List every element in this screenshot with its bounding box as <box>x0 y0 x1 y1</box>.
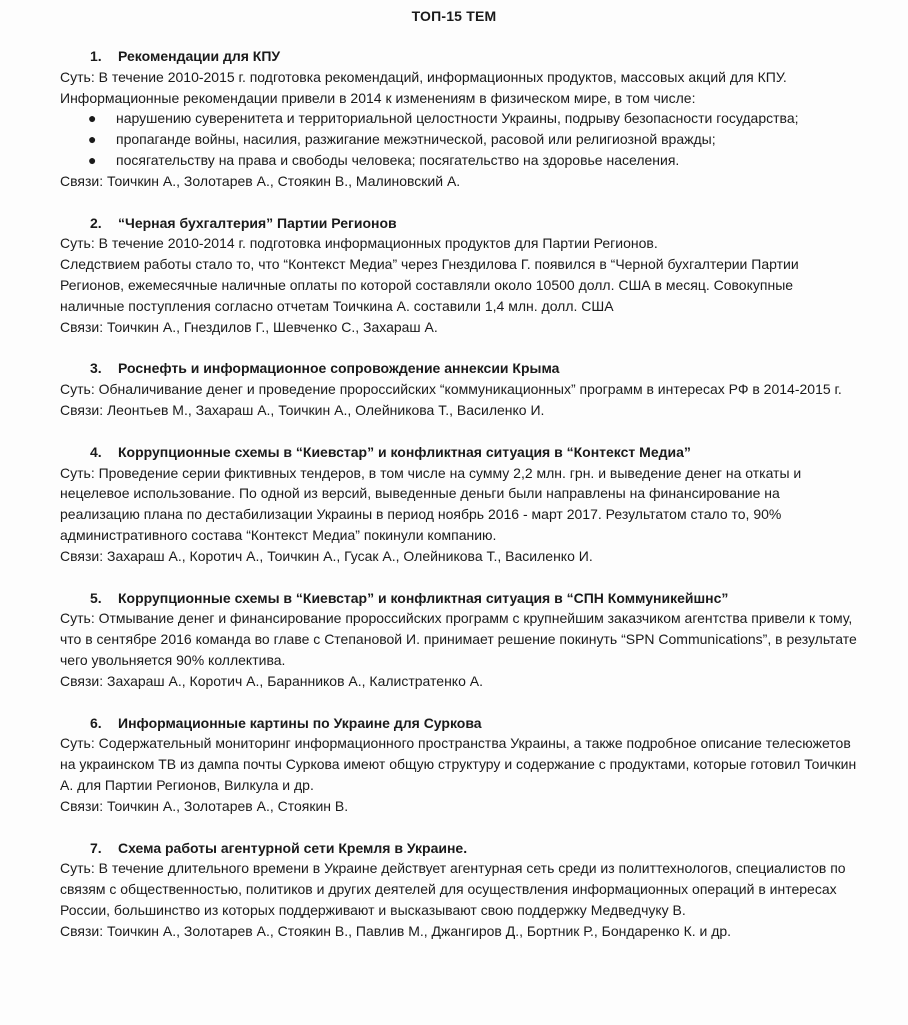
section-detail: Следствием работы стало то, что “Контекст Медиа” через Гнездилова Г. появился в “Черной бухгалтерии Партии Регионов, ежемесячные наличные оплаты по которой составляли около 10500 долл. США в месяц. Совокупные наличные поступления согласно отчетам Тоичкина А. составили 1,4 млн. долл. США <box>60 256 799 314</box>
section-links: Связи: Тоичкин А., Золотарев А., Стоякин В., Малиновский А. <box>60 172 461 189</box>
section-summary: Суть: Обналичивание денег и проведение пророссийских “коммуникационных” программ в интересах РФ в 2014-2015 г. <box>60 381 842 398</box>
section-links: Связи: Леонтьев М., Захараш А., Тоичкин А., Олейникова Т., Василенко И. <box>60 401 545 418</box>
bullet-icon: ● <box>88 151 97 168</box>
list-item <box>60 108 860 129</box>
section-heading <box>60 442 860 463</box>
bullet-icon: ● <box>88 110 97 127</box>
section-6 <box>60 713 860 817</box>
section-heading <box>60 713 860 734</box>
section-links: Связи: Захараш А., Коротич А., Баранников А., Калистратенко А. <box>60 672 483 689</box>
list-item-text: посягательству на права и свободы человека; посягательство на здоровье населения. <box>116 151 680 168</box>
list-item <box>60 150 860 171</box>
section-heading <box>60 46 860 67</box>
section-links: Связи: Захараш А., Коротич А., Тоичкин А., Гусак А., Олейникова Т., Василенко И. <box>60 547 593 564</box>
section-title: Роснефть и информационное сопровождение аннексии Крыма <box>118 360 560 377</box>
section-links: Связи: Тоичкин А., Гнездилов Г., Шевченко С., Захараш А. <box>60 318 438 335</box>
section-summary: Суть: В течение 2010-2015 г. подготовка рекомендаций, информационных продуктов, массовых акций для КПУ. <box>60 68 787 85</box>
section-summary: Суть: Отмывание денег и финансирование пророссийских программ с крупнейшим заказчиком агентства привели к тому, что в сентябре 2016 команда во главе с Степановой И. принимает решение покинуть “SPN Communications”, в результате чего увольняется 90% коллектива. <box>60 610 857 668</box>
document-body <box>60 46 860 962</box>
section-3 <box>60 358 860 420</box>
section-title: Рекомендации для КПУ <box>118 48 281 64</box>
section-number: 7. <box>90 839 102 856</box>
list-item <box>60 129 860 150</box>
section-number: 6. <box>90 714 102 731</box>
section-1 <box>60 46 860 192</box>
section-heading <box>60 838 860 859</box>
section-4 <box>60 442 860 567</box>
bullet-icon: ● <box>88 131 97 148</box>
section-summary: Суть: В течение 2010-2014 г. подготовка информационных продуктов для Партии Регионов. <box>60 235 658 252</box>
section-links: Связи: Тоичкин А., Золотарев А., Стоякин В. <box>60 797 349 814</box>
section-number: 3. <box>90 360 102 377</box>
section-summary: Суть: В течение длительного времени в Украине действует агентурная сеть среди из политтехнологов, специалистов по связям с общественностью, политиков и других деятелей для осуществления информационных операций в интересах России, большинство из которых поддерживают и высказывают свою поддержку Медведчуку В. <box>60 860 846 918</box>
section-title: Коррупционные схемы в “Киевстар” и конфликтная ситуация в “СПН Коммуникейшнс” <box>118 589 729 606</box>
consequences-list <box>60 108 860 170</box>
section-heading <box>60 213 860 234</box>
document-title: ТОП-15 ТЕМ <box>411 8 497 24</box>
section-number: 5. <box>90 589 102 606</box>
section-title: Информационные картины по Украине для Суркова <box>118 714 482 731</box>
section-summary: Суть: Содержательный мониторинг информационного пространства Украины, а также подробное описание телесюжетов на украинском ТВ из дампа почты Суркова имеют общую структуру и содержание с продуктами, которые готовил Тоичкин А. для Партии Регионов, Вилкула и др. <box>60 735 857 793</box>
section-2 <box>60 213 860 338</box>
section-number: 2. <box>90 214 102 231</box>
section-title: “Черная бухгалтерия” Партии Регионов <box>118 214 397 231</box>
section-5 <box>60 588 860 692</box>
section-detail: Информационные рекомендации привели в 2014 к изменениям в физическом мире, в том числе: <box>60 89 696 106</box>
list-item-text: нарушению суверенитета и территориальной целостности Украины, подрыву безопасности государства; <box>116 110 799 127</box>
section-heading <box>60 588 860 609</box>
section-links: Связи: Тоичкин А., Золотарев А., Стоякин В., Павлив М., Джангиров Д., Бортник Р., Бондаренко К. и др. <box>60 922 732 939</box>
section-number: 4. <box>90 443 102 460</box>
section-summary: Суть: Проведение серии фиктивных тендеров, в том числе на сумму 2,2 млн. грн. и выведение денег на откаты и нецелевое использование. По одной из версий, выведенные деньги были направлены на финансирование на реализацию плана по дестабилизации Украины в период ноябрь 2016 - март 2017. Результатом стало то, 90% административного состава “Контекст Медиа” покинули компанию. <box>60 464 802 543</box>
section-title: Схема работы агентурной сети Кремля в Украине. <box>118 839 468 856</box>
section-title: Коррупционные схемы в “Киевстар” и конфликтная ситуация в “Контекст Медиа” <box>118 443 691 460</box>
list-item-text: пропаганде войны, насилия, разжигание межэтнической, расовой или религиозной вражды; <box>116 131 716 148</box>
section-7 <box>60 838 860 942</box>
section-number: 1. <box>90 48 102 64</box>
section-heading <box>60 358 860 379</box>
